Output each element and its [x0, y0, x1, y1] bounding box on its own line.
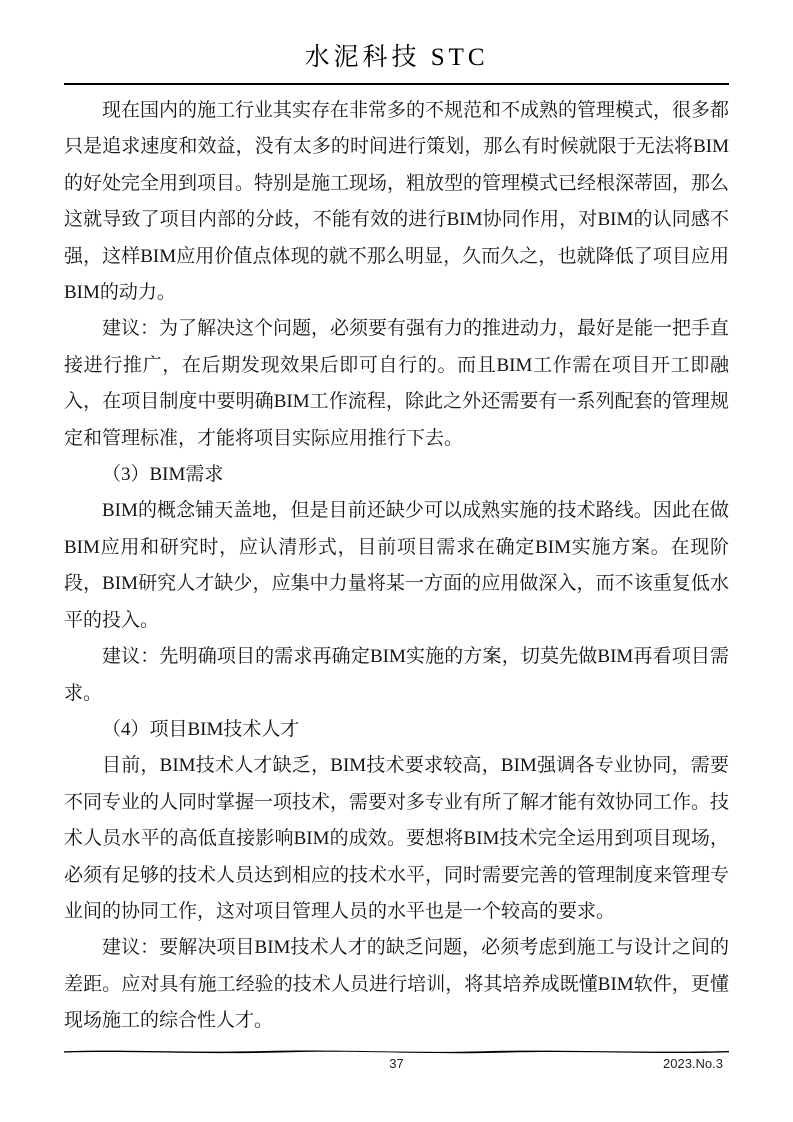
page-footer: [64, 1048, 729, 1074]
body-paragraph: 目前，BIM技术人才缺乏，BIM技术要求较高，BIM强调各专业协同，需要不同专业的人同时掌握一项技术，需要对多专业有所了解才能有效协同工作。技术人员水平的高低直接影响BIM的成效。要想将BIM技术完全运用到项目现场，必须有足够的技术人员达到相应的技术水平，同时需要完善的管理制度来管理专业间的协同工作，这对项目管理人员的水平也是一个较高的要求。: [64, 755, 730, 922]
journal-title: 水泥科技 STC: [304, 44, 489, 71]
page-number: 37: [389, 1056, 404, 1071]
footer-rule: [64, 1048, 729, 1055]
body-paragraph: 建议：为了解决这个问题，必须要有强有力的推进动力，最好是能一把手直接进行推广，在后期发现效果后即可自行的。而且BIM工作需在项目开工即融入，在项目制度中要明确BIM工作流程，除此之外还需要有一系列配套的管理规定和管理标准，才能将项目实际应用推行下去。: [64, 318, 730, 449]
section-heading: （3）BIM需求: [102, 464, 224, 486]
header-rule: [64, 83, 729, 85]
footer-row: [64, 1056, 729, 1074]
body-paragraph: 建议：要解决项目BIM技术人才的缺乏问题，必须考虑到施工与设计之间的差距。应对具有施工经验的技术人员进行培训，将其培养成既懂BIM软件，更懂现场施工的综合性人才。: [64, 937, 729, 1032]
body-paragraph: BIM的概念铺天盖地，但是目前还缺少可以成熟实施的技术路线。因此在做BIM应用和研究时，应认清形式，目前项目需求在确定BIM实施方案。在现阶段，BIM研究人才缺少，应集中力量将某一方面的应用做深入，而不该重复低水平的投入。: [64, 500, 729, 631]
page-header: [64, 0, 729, 85]
section-heading: （4）项目BIM技术人才: [102, 718, 300, 740]
document-body: [64, 93, 729, 1040]
issue-number: 2023.No.3: [663, 1056, 723, 1071]
body-paragraph: 建议：先明确项目的需求再确定BIM实施的方案，切莫先做BIM再看项目需求。: [64, 646, 729, 704]
body-paragraph: 现在国内的施工行业其实存在非常多的不规范和不成熟的管理模式，很多都只是追求速度和效益，没有太多的时间进行策划，那么有时候就限于无法将BIM的好处完全用到项目。特别是施工现场，粗放型的管理模式已经根深蒂固，那么这就导致了项目内部的分歧，不能有效的进行BIM协同作用，对BIM的认同感不强，这样BIM应用价值点体现的就不那么明显，久而久之，也就降低了项目应用BIM的动力。: [64, 100, 730, 304]
